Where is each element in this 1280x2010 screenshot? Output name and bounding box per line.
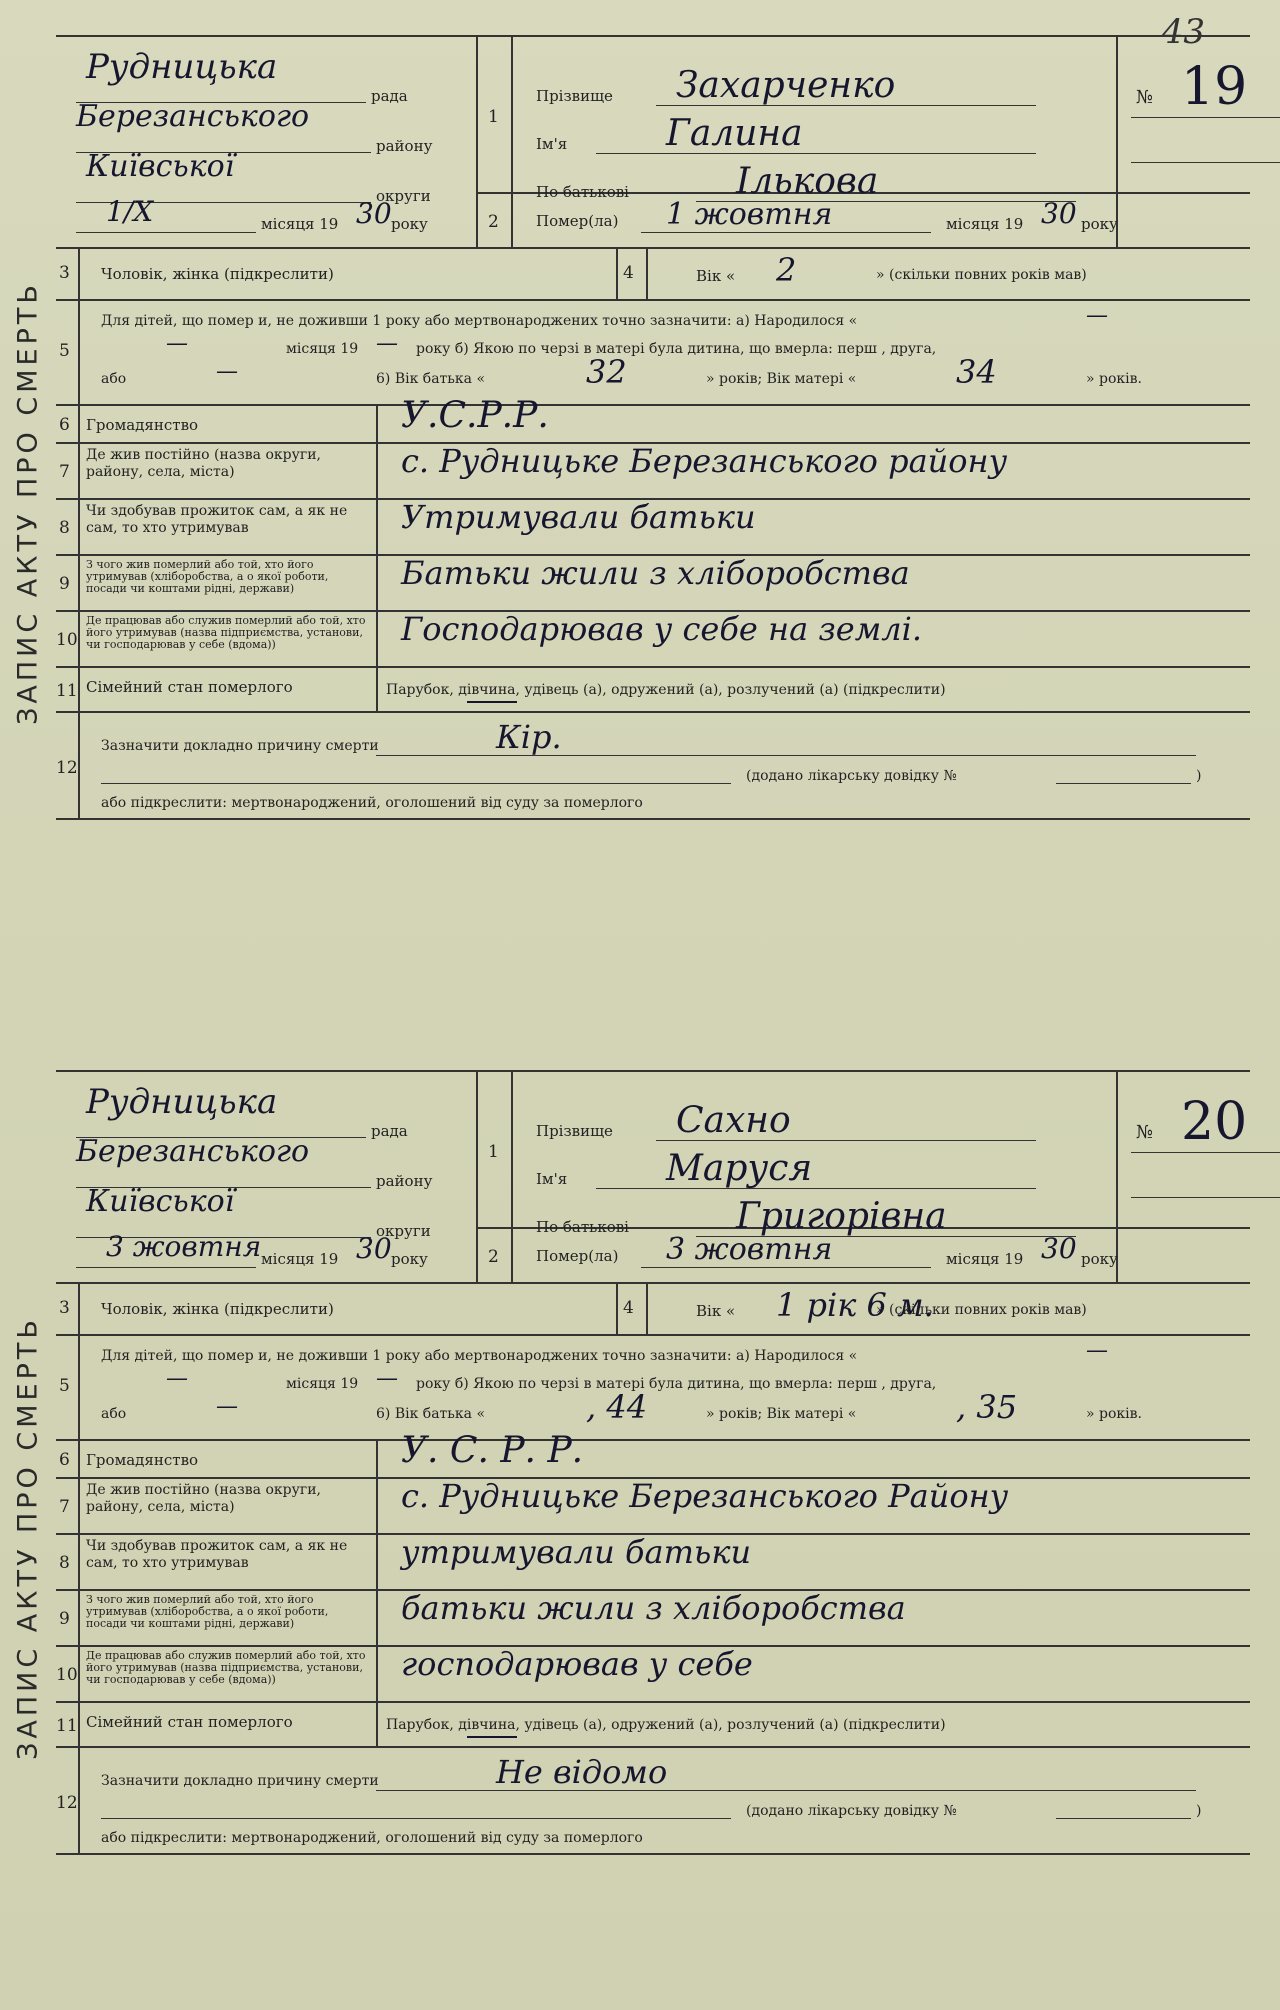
label-misiatsia: місяця 19 — [261, 215, 339, 233]
record-year: 30 — [356, 197, 392, 230]
line — [1131, 162, 1280, 163]
divider — [376, 1647, 378, 1703]
divider — [511, 1072, 513, 1284]
label-children-3b: 6) Вік батька « — [376, 371, 486, 387]
child-order: — — [216, 1394, 238, 1419]
row-work — [56, 610, 1250, 668]
divider — [78, 1284, 80, 1336]
label-rada: рада — [371, 1122, 408, 1140]
row-num-4: 4 — [623, 1298, 634, 1318]
label-patronymic: По батькові — [536, 183, 629, 201]
label-surname: Прізвище — [536, 87, 613, 105]
residence-value: с. Рудницьке Березанського Району — [401, 1477, 1009, 1515]
label-age: Вік « — [696, 267, 736, 285]
rada-value: Рудницька — [86, 47, 278, 87]
label-no: № — [1136, 87, 1154, 108]
row-work — [56, 1645, 1250, 1703]
label-residence: Де жив постійно (назва округи, району, села, міста) — [86, 447, 321, 480]
born-day: — — [1086, 303, 1108, 328]
line — [76, 1267, 256, 1268]
label-patronymic: По батькові — [536, 1218, 629, 1236]
row-num-8: 8 — [59, 1553, 70, 1573]
label-death-misiatsia: місяця 19 — [946, 215, 1024, 233]
divider — [78, 612, 80, 668]
father-age: 32 — [586, 353, 627, 391]
page-number: 43 — [1161, 12, 1205, 52]
label-livelihood: Чи здобував прожиток сам, а як не сам, то хто утримував — [86, 503, 348, 536]
label-children-3c: » років; Вік матері « — [706, 371, 857, 387]
divider — [78, 249, 80, 301]
divider — [646, 249, 648, 301]
death-day: 1 жовтня — [666, 197, 833, 232]
row-num-11: 11 — [56, 680, 78, 701]
row-num-2: 2 — [488, 212, 499, 232]
divider — [78, 556, 80, 612]
label-okruh: округи — [376, 187, 431, 205]
row-source — [56, 554, 1250, 612]
row-cause — [56, 711, 1250, 820]
label-children-2b: року б) Якою по черзі в матері була дитина, що вмерла: перш , друга, — [416, 1376, 937, 1392]
divider — [78, 1479, 80, 1535]
row-marital — [56, 666, 1250, 713]
label-children-3b: 6) Вік батька « — [376, 1406, 486, 1422]
label-death-roku: року — [1081, 215, 1118, 233]
row-num-6: 6 — [59, 415, 70, 435]
row-citizenship — [56, 1430, 1250, 1479]
born-month: — — [166, 331, 188, 356]
death-year: 30 — [1041, 1232, 1077, 1265]
label-death-misiatsia: місяця 19 — [946, 1250, 1024, 1268]
label-sex: Чоловік, жінка (підкреслити) — [101, 265, 334, 283]
line — [641, 1267, 931, 1268]
row-num-7: 7 — [59, 1497, 70, 1517]
label-children-3a: або — [101, 1406, 127, 1422]
label-cause: Зазначити докладно причину смерти — [101, 738, 379, 754]
label-source: З чого жив померлий або той, хто його утримував (хліборобства, а о якої роботи, посади чи коштами рідні, держави) — [86, 558, 329, 595]
work-value: господарював у себе — [401, 1645, 753, 1683]
divider — [78, 444, 80, 500]
label-okruh: округи — [376, 1222, 431, 1240]
label-children-1: Для дітей, що помер и, не доживши 1 року або мертвонароджених точно зазначити: а) Народилося « — [101, 1348, 858, 1364]
label-no: № — [1136, 1122, 1154, 1143]
label-children-3a: або — [101, 371, 127, 387]
divider — [78, 1535, 80, 1591]
row-num-5: 5 — [59, 341, 70, 361]
divider — [376, 668, 378, 713]
row-num-9: 9 — [59, 1609, 70, 1629]
citizenship-value: У.С.Р.Р. — [401, 395, 549, 436]
line — [596, 153, 1036, 154]
divider — [78, 1703, 80, 1748]
label-work: Де працював або служив померлий або той, хто його утримував (назва підприємства, установи, чи господарював у себе (вдома)) — [86, 614, 366, 651]
label-citizenship: Громадянство — [86, 1451, 199, 1469]
label-pomer: Помер(ла) — [536, 1247, 619, 1265]
marital-options: Парубок, дівчина, удівець (а), одружений (а), розлучений (а) (підкреслити) — [386, 1717, 946, 1733]
death-record — [0, 1070, 1280, 2005]
line — [1131, 1152, 1280, 1153]
label-age-note: » (скільки повних років мав) — [876, 267, 1087, 283]
divider — [476, 37, 478, 249]
record-number: 19 — [1181, 57, 1248, 117]
divider — [78, 668, 80, 713]
line — [101, 783, 731, 784]
divider — [376, 1479, 378, 1535]
death-year: 30 — [1041, 197, 1077, 230]
row-num-3: 3 — [59, 1298, 70, 1318]
born-month: — — [166, 1366, 188, 1391]
record-year: 30 — [356, 1232, 392, 1265]
record-date: 1/Х — [106, 195, 154, 228]
row-num-6: 6 — [59, 1450, 70, 1470]
label-sex: Чоловік, жінка (підкреслити) — [101, 1300, 334, 1318]
row-num-12: 12 — [56, 1793, 78, 1813]
row-header — [56, 35, 1250, 249]
row-num-9: 9 — [59, 574, 70, 594]
father-age: , 44 — [586, 1388, 648, 1426]
line — [1056, 783, 1191, 784]
divider — [376, 444, 378, 500]
side-label: ЗАПИС АКТУ ПРО СМЕРТЬ — [12, 280, 44, 725]
label-source: З чого жив померлий або той, хто його утримував (хліборобства, а о якої роботи, посади чи коштами рідні, держави) — [86, 1593, 329, 1630]
label-marital: Сімейний стан померлого — [86, 1713, 293, 1731]
row-sex-age — [56, 247, 1250, 301]
row-num-1: 1 — [488, 1142, 499, 1162]
label-cause-3: або підкреслити: мертвонароджений, оголошений від суду за померлого — [101, 795, 643, 811]
label-raion: району — [376, 1172, 433, 1190]
label-citizenship: Громадянство — [86, 416, 199, 434]
row-children — [56, 1334, 1250, 1441]
born-year: — — [376, 1366, 398, 1391]
rada-value: Рудницька — [86, 1082, 278, 1122]
line — [596, 1188, 1036, 1189]
source-value: батьки жили з хліборобства — [401, 1589, 906, 1627]
divider — [78, 1591, 80, 1647]
line — [76, 232, 256, 233]
row-cause — [56, 1746, 1250, 1855]
row-num-2: 2 — [488, 1247, 499, 1267]
death-day: 3 жовтня — [666, 1232, 833, 1267]
row-num-10: 10 — [56, 1665, 78, 1685]
side-label: ЗАПИС АКТУ ПРО СМЕРТЬ — [12, 1315, 44, 1760]
label-children-2b: року б) Якою по черзі в матері була дитина, що вмерла: перш , друга, — [416, 341, 937, 357]
label-cause: Зазначити докладно причину смерти — [101, 1773, 379, 1789]
mother-age: 34 — [956, 353, 997, 391]
label-rada: рада — [371, 87, 408, 105]
citizenship-value: У. С. Р. Р. — [401, 1430, 584, 1471]
line — [1056, 1818, 1191, 1819]
divider — [616, 1284, 618, 1336]
label-misiatsia: місяця 19 — [261, 1250, 339, 1268]
name-value: Маруся — [666, 1148, 813, 1189]
divider — [476, 1072, 478, 1284]
divider — [376, 1441, 378, 1479]
divider — [376, 1591, 378, 1647]
row-marital — [56, 1701, 1250, 1748]
divider — [78, 713, 80, 818]
name-value: Галина — [666, 113, 803, 154]
born-year: — — [376, 331, 398, 356]
label-children-1: Для дітей, що помер и, не доживши 1 року або мертвонароджених точно зазначити: а) Народилося « — [101, 313, 858, 329]
line — [1131, 1197, 1280, 1198]
divider — [78, 1748, 80, 1853]
side-label-box — [0, 35, 56, 970]
row-sex-age — [56, 1282, 1250, 1336]
okruh-value: Київської — [86, 149, 235, 184]
label-children-3d: » років. — [1086, 371, 1142, 387]
row-residence — [56, 442, 1250, 500]
label-cause-3: або підкреслити: мертвонароджений, оголошений від суду за померлого — [101, 1830, 643, 1846]
age-value: 2 — [776, 251, 797, 289]
side-label-box — [0, 1070, 56, 2005]
label-livelihood: Чи здобував прожиток сам, а як не сам, то хто утримував — [86, 1538, 348, 1571]
row-num-12: 12 — [56, 758, 78, 778]
divider — [376, 406, 378, 444]
death-record — [0, 35, 1280, 970]
row-livelihood — [56, 498, 1250, 556]
label-age: Вік « — [696, 1302, 736, 1320]
row-livelihood — [56, 1533, 1250, 1591]
row-num-7: 7 — [59, 462, 70, 482]
label-children-2a: місяця 19 — [286, 341, 359, 357]
row-num-8: 8 — [59, 518, 70, 538]
row-num-4: 4 — [623, 263, 634, 283]
raion-value: Березанського — [76, 1134, 310, 1169]
label-children-3d: » років. — [1086, 1406, 1142, 1422]
row-source — [56, 1589, 1250, 1647]
divider — [376, 556, 378, 612]
row-header — [56, 1070, 1250, 1284]
divider — [511, 37, 513, 249]
record-number: 20 — [1181, 1092, 1248, 1152]
record-date: 3 жовтня — [106, 1230, 262, 1263]
label-raion: району — [376, 137, 433, 155]
row-children — [56, 299, 1250, 406]
label-pomer: Помер(ла) — [536, 212, 619, 230]
marital-underline — [467, 701, 517, 703]
divider — [78, 406, 80, 444]
label-age-note: » (скільки повних років мав) — [876, 1302, 1087, 1318]
row-num-3: 3 — [59, 263, 70, 283]
row-residence — [56, 1477, 1250, 1535]
marital-options: Парубок, дівчина, удівець (а), одружений (а), розлучений (а) (підкреслити) — [386, 682, 946, 698]
divider — [78, 1336, 80, 1441]
row-num-5: 5 — [59, 1376, 70, 1396]
okruh-value: Київської — [86, 1184, 235, 1219]
raion-value: Березанського — [76, 99, 310, 134]
cause-value: Не відомо — [496, 1753, 668, 1791]
label-residence: Де жив постійно (назва округи, району, села, міста) — [86, 1482, 321, 1515]
divider — [376, 612, 378, 668]
mother-age: , 35 — [956, 1388, 1018, 1426]
livelihood-value: утримували батьки — [401, 1533, 752, 1571]
born-day: — — [1086, 1338, 1108, 1363]
line — [101, 1818, 731, 1819]
row-citizenship — [56, 395, 1250, 444]
label-cause-2: (додано лікарську довідку № — [746, 1803, 957, 1819]
divider — [78, 301, 80, 406]
divider — [376, 1535, 378, 1591]
row-num-10: 10 — [56, 630, 78, 650]
label-roku: року — [391, 1250, 428, 1268]
age-value: 1 рік 6 м. — [776, 1286, 934, 1324]
label-surname: Прізвище — [536, 1122, 613, 1140]
line — [641, 232, 931, 233]
divider — [616, 249, 618, 301]
livelihood-value: Утримували батьки — [401, 498, 756, 536]
divider — [376, 1703, 378, 1748]
source-value: Батьки жили з хліборобства — [401, 554, 910, 592]
label-marital: Сімейний стан померлого — [86, 678, 293, 696]
line — [1131, 117, 1280, 118]
row-num-1: 1 — [488, 107, 499, 127]
residence-value: с. Рудницьке Березанського району — [401, 442, 1008, 480]
work-value: Господарював у себе на землі. — [401, 610, 923, 648]
closing-paren: ) — [1196, 1803, 1202, 1819]
label-cause-2: (додано лікарську довідку № — [746, 768, 957, 784]
label-roku: року — [391, 215, 428, 233]
divider — [78, 1441, 80, 1479]
label-children-3c: » років; Вік матері « — [706, 1406, 857, 1422]
label-children-2a: місяця 19 — [286, 1376, 359, 1392]
marital-underline — [467, 1736, 517, 1738]
closing-paren: ) — [1196, 768, 1202, 784]
patronymic-value: Григорівна — [736, 1196, 947, 1237]
divider — [376, 500, 378, 556]
divider — [646, 1284, 648, 1336]
surname-value: Захарченко — [676, 65, 896, 106]
label-name: Ім'я — [536, 1170, 568, 1188]
patronymic-value: Ількова — [736, 161, 879, 202]
divider — [78, 1647, 80, 1703]
label-death-roku: року — [1081, 1250, 1118, 1268]
surname-value: Сахно — [676, 1100, 791, 1141]
row-num-11: 11 — [56, 1715, 78, 1736]
divider — [78, 500, 80, 556]
cause-value: Кір. — [496, 718, 562, 756]
child-order: — — [216, 359, 238, 384]
label-name: Ім'я — [536, 135, 568, 153]
label-work: Де працював або служив померлий або той, хто його утримував (назва підприємства, установи, чи господарював у себе (вдома)) — [86, 1649, 366, 1686]
